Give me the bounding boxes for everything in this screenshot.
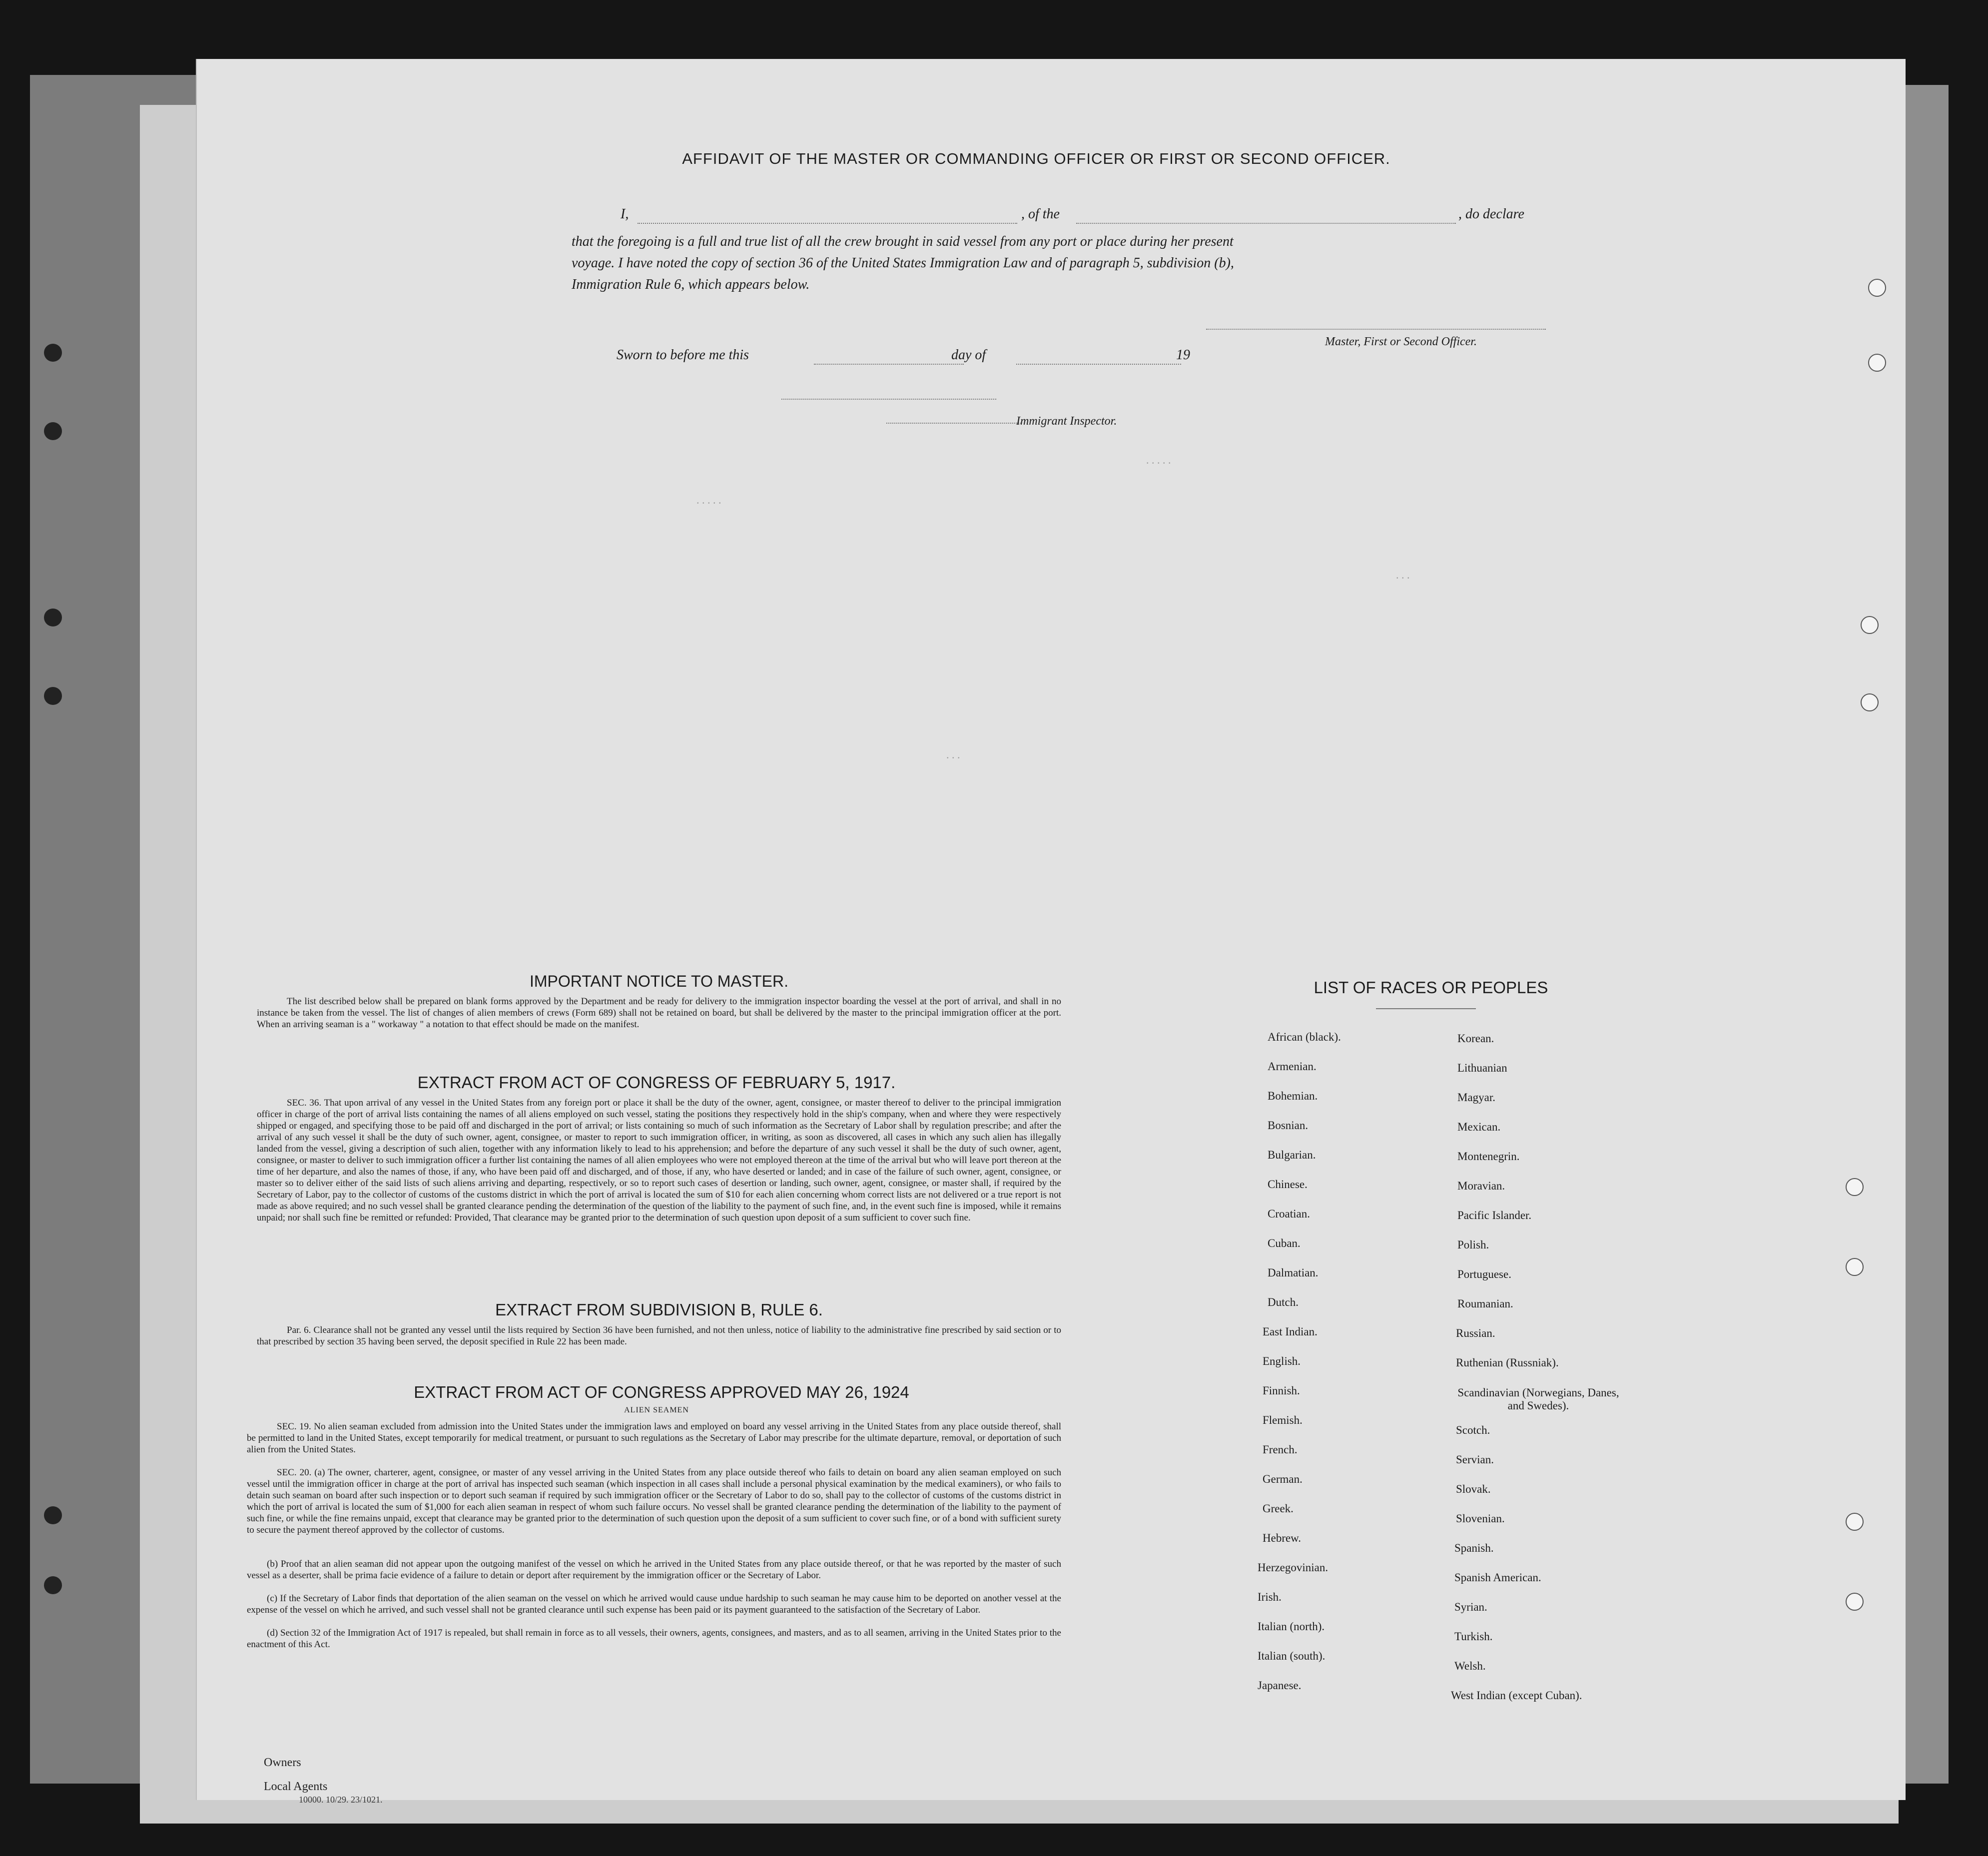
race-left: Finnish. bbox=[1263, 1384, 1300, 1397]
race-left: Cuban. bbox=[1268, 1237, 1301, 1249]
race-right: Servian. bbox=[1456, 1453, 1494, 1466]
affidavit-title: AFFIDAVIT OF THE MASTER OR COMMANDING OFFICER OR FIRST OR SECOND OFFICER. bbox=[682, 150, 1390, 167]
race-right: Turkish. bbox=[1454, 1630, 1493, 1643]
declarant-name-field[interactable] bbox=[638, 223, 1017, 224]
punch-hole bbox=[1868, 354, 1886, 372]
extract-1924-title: EXTRACT FROM ACT OF CONGRESS APPROVED MAY 26, 1924 bbox=[414, 1383, 909, 1401]
race-right: Spanish. bbox=[1454, 1542, 1494, 1554]
binder-hole bbox=[44, 609, 62, 626]
extract-1924-sec20b: (b) Proof that an alien seaman did not appear upon the outgoing manifest of the vessel on which he arrived in the United States from any place outside thereof, or that he was reported by the master of such vessel as a deserter, shall be prima facie evidence of a failure to detain or deport after requirement by the immigration officer or the Secretary of Labor. bbox=[247, 1559, 1061, 1581]
race-right: Scotch. bbox=[1456, 1424, 1490, 1436]
extract-1924-subtitle: ALIEN SEAMEN bbox=[624, 1406, 689, 1414]
year-label: 19 bbox=[1176, 347, 1190, 363]
notice-title: IMPORTANT NOTICE TO MASTER. bbox=[530, 972, 788, 990]
race-right: Roumanian. bbox=[1457, 1297, 1513, 1310]
day-of-label: day of bbox=[951, 347, 986, 363]
race-left: Dutch. bbox=[1268, 1296, 1299, 1308]
race-right: Portuguese. bbox=[1457, 1268, 1511, 1280]
race-right: Scandinavian (Norwegians, Danes, and Swedes). bbox=[1457, 1386, 1619, 1412]
race-left: Herzegovinian. bbox=[1258, 1561, 1328, 1574]
punch-hole bbox=[1846, 1513, 1864, 1531]
sworn-label: Sworn to before me this bbox=[617, 347, 749, 363]
show-through-mark: . . . bbox=[946, 748, 960, 761]
race-right: Korean. bbox=[1457, 1032, 1494, 1045]
affidavit-of-the: , of the bbox=[1021, 206, 1060, 222]
race-left: Croatian. bbox=[1268, 1208, 1310, 1220]
master-label: Master, First or Second Officer. bbox=[1325, 335, 1477, 348]
affidavit-text-line2: that the foregoing is a full and true list of all the crew brought in said vessel from any port or place during her present bbox=[572, 234, 1234, 249]
affidavit-do-declare: , do declare bbox=[1458, 206, 1524, 222]
race-left: African (black). bbox=[1268, 1031, 1341, 1043]
race-right: Syrian. bbox=[1454, 1601, 1487, 1613]
print-code: 10000. 10/29. 23/1021. bbox=[299, 1795, 383, 1805]
punch-hole bbox=[1861, 616, 1879, 634]
binder-hole bbox=[44, 422, 62, 440]
inspector-label: Immigrant Inspector. bbox=[1016, 415, 1117, 428]
race-right: Lithuanian bbox=[1457, 1062, 1507, 1074]
race-left: Greek. bbox=[1263, 1502, 1294, 1515]
race-left: Dalmatian. bbox=[1268, 1266, 1319, 1279]
punch-hole bbox=[1846, 1258, 1864, 1276]
race-left: Japanese. bbox=[1258, 1679, 1302, 1692]
inspector-signature-field[interactable] bbox=[886, 423, 1021, 424]
extract-1924-sec20a: SEC. 20. (a) The owner, charterer, agent, consignee, or master of any vessel arriving in the United States from any place outside thereof who fails to detain on board any alien seaman employed on such vessel until the immigration officer in charge at the port of arrival has inspected such seaman (which inspection in all cases shall include a personal physical examination by the medical examiners), or who fails to detain such seaman on board after such inspection or to deport such seaman if required by such immigration officer or the Secretary of Labor to do so, shall pay to the collector of customs of the customs district in which the port of arrival is located the sum of $1,000 for each alien seaman in respect of whom such failure occurs. No vessel shall be granted clearance pending the determination of the liability to the payment of such fine, or while the fine remains unpaid, except that clearance may be granted prior to the determination of such question upon the deposit of a sum sufficient to cover such fine, or of a bond with sufficient surety to secure the payment thereof approved by the collector of customs. bbox=[247, 1467, 1061, 1535]
race-left: Bosnian. bbox=[1268, 1119, 1309, 1132]
notice-body: The list described below shall be prepared on blank forms approved by the Department and be ready for delivery to the immigration inspector boarding the vessel at the port of arrival, and shall in no instance be taken from the vessel. The list of changes of alien members of crews (Form 689) shall not be retained on board, but shall be delivered by the master to the principal immigration officer at the port. When an arriving seaman is a " workaway " a notation to that effect should be made on the manifest. bbox=[257, 996, 1061, 1030]
race-right: Magyar. bbox=[1457, 1091, 1496, 1104]
extract-1917-body: SEC. 36. That upon arrival of any vessel in the United States from any foreign port or place it shall be the duty of the owner, agent, consignee, or master thereof to deliver to the principal immigration officer in charge of the port of arrival lists containing the names of all aliens employed on such vessel, stating the positions they respectively hold in the ship's company, when and where they were respectively shipped or engaged, and specifying those to be paid off and discharged in the port of arrival; or lists containing so much of such information as the Secretary of Labor shall by regulation prescribe; and after the arrival of any such vessel it shall be the duty of such owner, agent, consignee, or master to report to such immigration officer, in writing, as soon as discovered, all cases in which any such alien has illegally landed from the vessel, giving a description of such alien, together with any information likely to lead to his apprehension; and before the departure of any such vessel it shall be the duty of such owner, agent, consignee, or master to deliver to such immigration officer a further list containing the names of all alien employees who were not employed thereon at the time of the arrival but who will leave port thereon at the time of her departure, and also the names of those, if any, who have been paid off and discharged, and of those, if any, who have deserted or landed; and in case of the failure of such owner, agent, consignee, or master so to deliver either of the said lists of such aliens arriving and departing, respectively, or so to report such cases of desertion or landing, such owner, agent, consignee, or master shall, if required by the Secretary of Labor, pay to the collector of customs of the customs district in which the port of arrival is located the sum of $10 for each alien concerning whom correct lists are not delivered or a true report is not made as above required; and no such vessel shall be granted clearance pending the determination of the question of the liability to the payment of such fine, and, in the event such fine is imposed, while it remains unpaid; nor shall such fine be remitted or refunded: Provided, That clearance may be granted prior to the determination of such question upon deposit of a sum sufficient to cover such fine. bbox=[257, 1098, 1061, 1223]
race-right: Pacific Islander. bbox=[1457, 1209, 1532, 1222]
sworn-month-field[interactable] bbox=[1016, 364, 1181, 365]
extract-1924-sec20c: (c) If the Secretary of Labor finds that deportation of the alien seaman on the vessel on which he arrived would cause undue hardship to such seaman he may cause him to be deported on another vessel at the expense of the vessel on which he arrived, and such vessel shall not be granted clearance until such expense has been paid or its payment guaranteed to the satisfaction of the Secretary of Labor. bbox=[247, 1593, 1061, 1615]
races-title: LIST OF RACES OR PEOPLES bbox=[1314, 978, 1548, 997]
binder-hole bbox=[44, 1506, 62, 1524]
sworn-day-field[interactable] bbox=[814, 364, 964, 365]
extract-1924-sec20d: (d) Section 32 of the Immigration Act of 1917 is repealed, but shall remain in force as to all vessels, their owners, agents, consignees, and masters, and as to all seamen, arriving in the United States prior to the enactment of this Act. bbox=[247, 1628, 1061, 1650]
master-signature-field[interactable] bbox=[1206, 329, 1546, 330]
vessel-name-field[interactable] bbox=[1076, 223, 1456, 224]
race-right: Spanish American. bbox=[1454, 1571, 1541, 1584]
race-left: Italian (south). bbox=[1258, 1650, 1325, 1662]
race-right: Slovenian. bbox=[1456, 1512, 1505, 1525]
affidavit-text-line4: Immigration Rule 6, which appears below. bbox=[572, 277, 810, 292]
punch-hole bbox=[1861, 693, 1879, 711]
race-right: Montenegrin. bbox=[1457, 1150, 1520, 1163]
race-right: Welsh. bbox=[1454, 1660, 1486, 1672]
binder-hole bbox=[44, 344, 62, 362]
race-left: Irish. bbox=[1258, 1591, 1282, 1603]
show-through-mark: . . . . . bbox=[696, 494, 721, 506]
race-left: English. bbox=[1263, 1355, 1301, 1367]
race-right: Mexican. bbox=[1457, 1121, 1501, 1133]
race-left: Bohemian. bbox=[1268, 1090, 1318, 1102]
affidavit-text-line3: voyage. I have noted the copy of section 36 of the United States Immigration Law and of paragraph 5, subdivision (b), bbox=[572, 255, 1234, 271]
race-right: Slovak. bbox=[1456, 1483, 1491, 1495]
race-left: Bulgarian. bbox=[1268, 1149, 1316, 1161]
affidavit-i: I, bbox=[621, 206, 629, 222]
races-title-rule bbox=[1376, 1008, 1476, 1009]
race-left: Armenian. bbox=[1268, 1060, 1317, 1073]
race-left: German. bbox=[1263, 1473, 1303, 1485]
race-left: East Indian. bbox=[1263, 1325, 1318, 1338]
race-right: West Indian (except Cuban). bbox=[1451, 1689, 1582, 1702]
race-right: Polish. bbox=[1457, 1238, 1489, 1251]
race-left: Chinese. bbox=[1268, 1178, 1308, 1191]
rule6-body: Par. 6. Clearance shall not be granted any vessel until the lists required by Section 36 have been furnished, and not then unless, notice of liability to the administrative fine prescribed by said section or to that prescribed by section 35 having been served, the deposit specified in Rule 22 has been made. bbox=[257, 1325, 1061, 1347]
extract-1917-title: EXTRACT FROM ACT OF CONGRESS OF FEBRUARY 5, 1917. bbox=[417, 1073, 896, 1092]
rule6-title: EXTRACT FROM SUBDIVISION B, RULE 6. bbox=[495, 1300, 823, 1319]
race-left: French. bbox=[1263, 1443, 1298, 1456]
show-through-mark: . . . bbox=[1396, 569, 1410, 581]
race-left: Flemish. bbox=[1263, 1414, 1303, 1426]
extract-1924-sec19: SEC. 19. No alien seaman excluded from admission into the United States under the immigration laws and employed on board any vessel arriving in the United States from any place outside thereof, shall be permitted to land in the United States, except temporarily for medical treatment, or pursuant to such regulations as the Secretary of Labor may prescribe for the ultimate departure, removal, or deportation of such alien from the United States. bbox=[247, 1421, 1061, 1455]
local-agents-label: Local Agents bbox=[264, 1780, 328, 1793]
punch-hole bbox=[1846, 1178, 1864, 1196]
race-left: Italian (north). bbox=[1258, 1620, 1325, 1633]
race-right: Russian. bbox=[1456, 1327, 1495, 1339]
race-right: Ruthenian (Russniak). bbox=[1456, 1356, 1559, 1369]
race-right: Moravian. bbox=[1457, 1180, 1505, 1192]
affidavit-sheet bbox=[196, 59, 1906, 1800]
show-through-mark: . . . . . bbox=[1146, 454, 1171, 466]
separator-line bbox=[781, 399, 996, 400]
owners-label: Owners bbox=[264, 1756, 301, 1769]
race-left: Hebrew. bbox=[1263, 1532, 1302, 1544]
punch-hole bbox=[1846, 1593, 1864, 1611]
binder-hole bbox=[44, 687, 62, 705]
binder-hole bbox=[44, 1576, 62, 1594]
punch-hole bbox=[1868, 279, 1886, 297]
